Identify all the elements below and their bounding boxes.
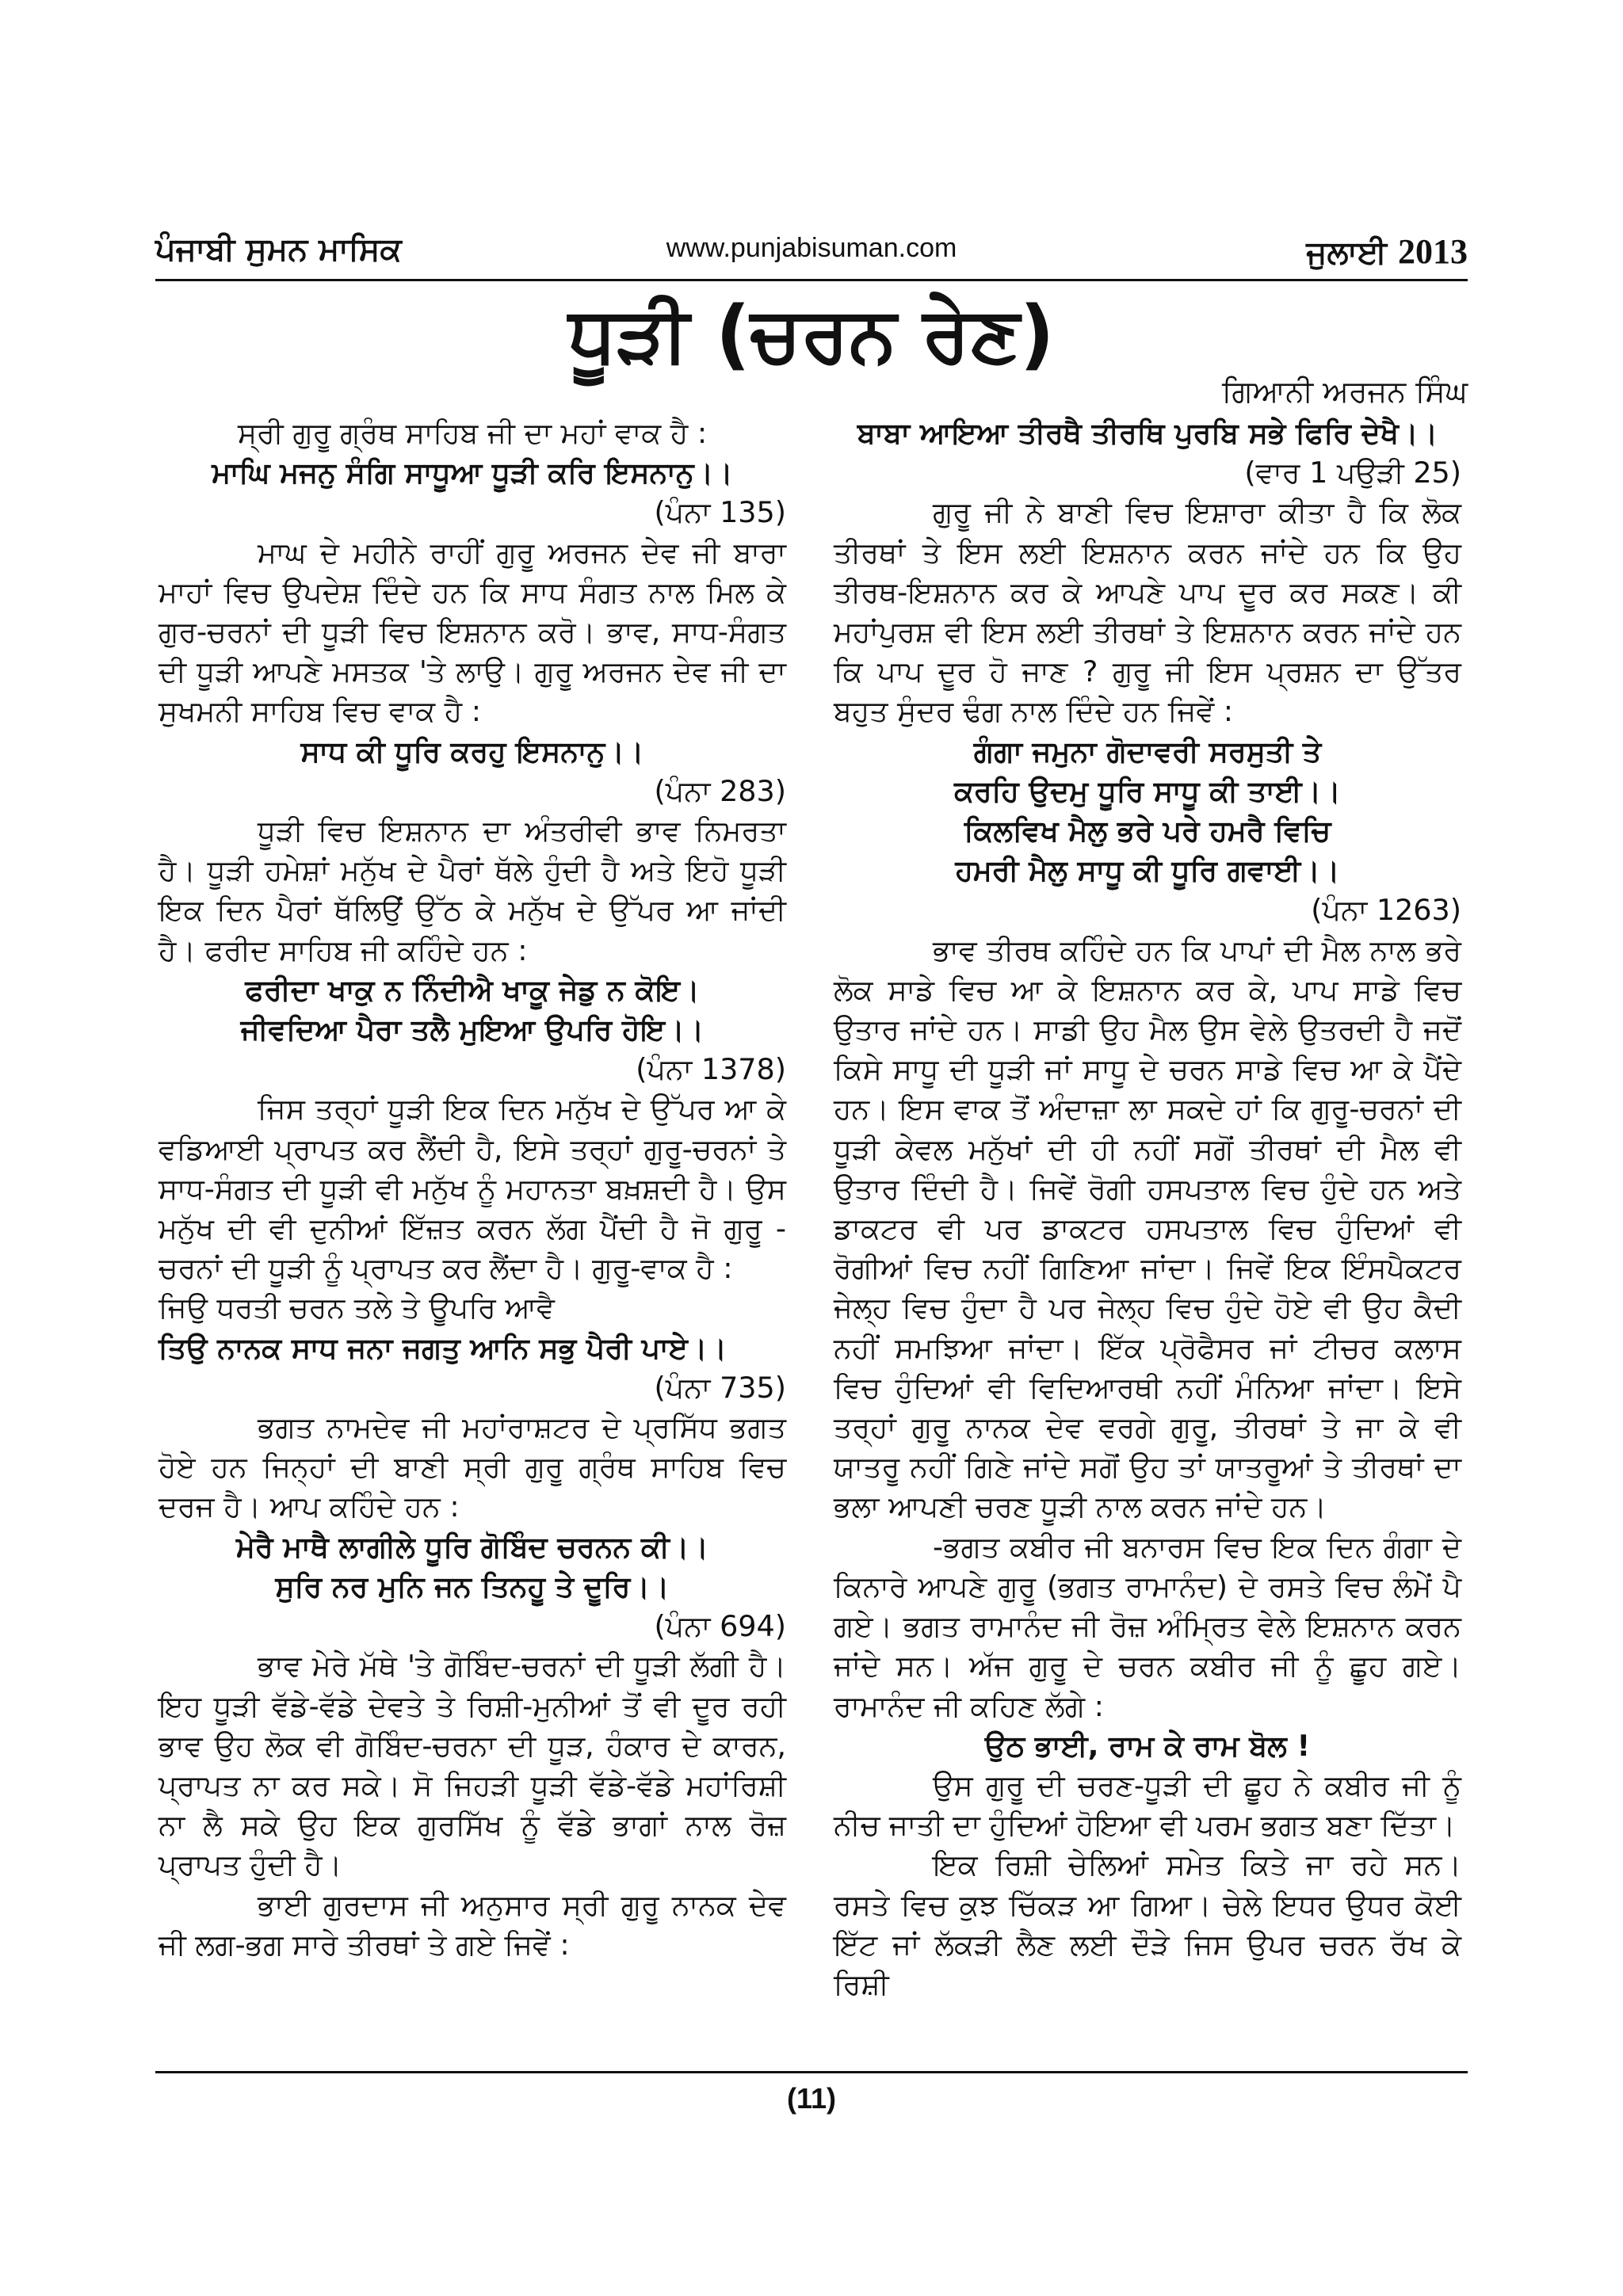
gurbani-verse: ਹਮਰੀ ਮੈਲੁ ਸਾਧੂ ਕੀ ਧੂਰਿ ਗਵਾਈ।। [955,853,1340,888]
gurbani-verse: ਬਾਬਾ ਆਇਆ ਤੀਰਥੈ ਤੀਰਥਿ ਪੁਰਬਿ ਸਭੇ ਫਿਰਿ ਦੇਖੈ।। [857,416,1438,450]
issue-year: 2013 [1398,232,1468,271]
body-paragraph: ਭਾਵ ਤੀਰਥ ਕਹਿੰਦੇ ਹਨ ਕਿ ਪਾਪਾਂ ਦੀ ਮੈਲ ਨਾਲ ਭਰੇ ਲੋਕ ਸਾਡੇ ਵਿਚ ਆ ਕੇ ਇਸ਼ਨਾਨ ਕਰ ਕੇ, ਪਾਪ ਸਾਡੇ ਵਿਚ ਉਤਾਰ ਜਾਂਦੇ ਹਨ। ਸਾਡੀ ਉਹ ਮੈਲ ਉਸ ਵੇਲੇ ਉਤਰਦੀ ਹੈ ਜਦੋਂ ਕਿਸੇ ਸਾਧੂ ਦੀ ਧੂੜੀ ਜਾਂ ਸਾਧੂ ਦੇ ਚਰਨ ਸਾਡੇ ਵਿਚ ਆ ਕੇ ਪੈਂਦੇ ਹਨ। ਇਸ ਵਾਕ ਤੋਂ ਅੰਦਾਜ਼ਾ ਲਾ ਸਕਦੇ ਹਾਂ ਕਿ ਗੁਰੂ-ਚਰਨਾਂ ਦੀ ਧੂੜੀ ਕੇਵਲ ਮਨੁੱਖਾਂ ਦੀ ਹੀ ਨਹੀਂ ਸਗੋਂ ਤੀਰਥਾਂ ਦੀ ਮੈਲ ਵੀ ਉਤਾਰ ਦਿੰਦੀ ਹੈ। ਜਿਵੇਂ ਰੋਗੀ ਹਸਪਤਾਲ ਵਿਚ ਹੁੰਦੇ ਹਨ ਅਤੇ ਡਾਕਟਰ ਵੀ ਪਰ ਡਾਕਟਰ ਹਸਪਤਾਲ ਵਿਚ ਹੁੰਦਿਆਂ ਵੀ ਰੋਗੀਆਂ ਵਿਚ ਨਹੀਂ ਗਿਣਿਆ ਜਾਂਦਾ। ਜਿਵੇਂ ਇਕ ਇੰਸਪੈਕਟਰ ਜੇਲ੍ਹ ਵਿਚ ਹੁੰਦਾ ਹੈ ਪਰ ਜੇਲ੍ਹ ਵਿਚ ਹੁੰਦੇ ਹੋਏ ਵੀ ਉਹ ਕੈਦੀ ਨਹੀਂ ਸਮਝਿਆ ਜਾਂਦਾ। ਇੱਕ ਪ੍ਰੋਫੈਸਰ ਜਾਂ ਟੀਚਰ ਕਲਾਸ ਵਿਚ ਹੁੰਦਿਆਂ ਵੀ ਵਿਦਿਆਰਥੀ ਨਹੀਂ ਮੰਨਿਆ ਜਾਂਦਾ। ਇਸੇ ਤਰ੍ਹਾਂ ਗੁਰੂ ਨਾਨਕ ਦੇਵ ਵਰਗੇ ਗੁਰੂ, ਤੀਰਥਾਂ ਤੇ ਜਾ ਕੇ ਵੀ ਯਾਤਰੂ ਨਹੀਂ ਗਿਣੇ ਜਾਂਦੇ ਸਗੋਂ ਉਹ ਤਾਂ ਯਾਤਰੂਆਂ ਤੇ ਤੀਰਥਾਂ ਦਾ ਭਲਾ ਆਪਣੀ ਚਰਣ ਧੂੜੀ ਨਾਲ ਕਰਨ ਜਾਂਦੇ ਹਨ। [834,933,1461,1524]
article-author: ਗਿਆਨੀ ਅਰਜਨ ਸਿੰਘ [1222,374,1468,409]
page-reference: (ਪੰਨਾ 283) [654,773,786,808]
body-paragraph: ਇਕ ਰਿਸ਼ੀ ਚੇਲਿਆਂ ਸਮੇਤ ਕਿਤੇ ਜਾ ਰਹੇ ਸਨ। ਰਸਤੇ ਵਿਚ ਕੁਝ ਚਿੱਕੜ ਆ ਗਿਆ। ਚੇਲੇ ਇਧਰ ਉਧਰ ਕੋਈ ਇੱਟ ਜਾਂ ਲੱਕੜੀ ਲੈਣ ਲਈ ਦੌੜੇ ਜਿਸ ਉਪਰ ਚਰਨ ਰੱਖ ਕੇ ਰਿਸ਼ੀ [834,1848,1461,2001]
gurbani-verse: ਸਾਧ ਕੀ ਧੂਰਿ ਕਰਹੁ ਇਸਨਾਨੁ।। [300,734,644,769]
page-header [155,227,1468,277]
body-paragraph: ਭਾਈ ਗੁਰਦਾਸ ਜੀ ਅਨੁਸਾਰ ਸ੍ਰੀ ਗੁਰੂ ਨਾਨਕ ਦੇਵ ਜੀ ਲਗ-ਭਗ ਸਾਰੇ ਤੀਰਥਾਂ ਤੇ ਗਏ ਜਿਵੇਂ : [158,1887,786,1962]
gurbani-verse: ਤਿਉ ਨਾਨਕ ਸਾਧ ਜਨਾ ਜਗਤੁ ਆਨਿ ਸਭੁ ਪੈਰੀ ਪਾਏ।। [158,1330,727,1365]
body-paragraph: -ਭਗਤ ਕਬੀਰ ਜੀ ਬਨਾਰਸ ਵਿਚ ਇਕ ਦਿਨ ਗੰਗਾ ਦੇ ਕਿਨਾਰੇ ਆਪਣੇ ਗੁਰੂ (ਭਗਤ ਰਾਮਾਨੰਦ) ਦੇ ਰਸਤੇ ਵਿਚ ਲੰਮੇਂ ਪੈ ਗਏ। ਭਗਤ ਰਾਮਾਨੰਦ ਜੀ ਰੋਜ਼ ਅੰਮ੍ਰਿਤ ਵੇਲੇ ਇਸ਼ਨਾਨ ਕਰਨ ਜਾਂਦੇ ਸਨ। ਅੱਜ ਗੁਰੂ ਦੇ ਚਰਨ ਕਬੀਰ ਜੀ ਨੂੰ ਛੂਹ ਗਏ। ਰਾਮਾਨੰਦ ਜੀ ਕਹਿਣ ਲੱਗੇ : [834,1529,1461,1723]
website-url: www.punjabisuman.com [666,233,957,263]
body-paragraph: ਧੂੜੀ ਵਿਚ ਇਸ਼ਨਾਨ ਦਾ ਅੰਤਰੀਵੀ ਭਾਵ ਨਿਮਰਤਾ ਹੈ। ਧੂੜੀ ਹਮੇਸ਼ਾਂ ਮਨੁੱਖ ਦੇ ਪੈਰਾਂ ਥੱਲੇ ਹੁੰਦੀ ਹੈ ਅਤੇ ਇਹੋ ਧੂੜੀ ਇਕ ਦਿਨ ਪੈਰਾਂ ਥੱਲਿਉਂ ਉੱਠ ਕੇ ਮਨੁੱਖ ਦੇ ਉੱਪਰ ਆ ਜਾਂਦੀ ਹੈ। ਫਰੀਦ ਸਾਹਿਬ ਜੀ ਕਹਿੰਦੇ ਹਨ : [158,814,786,967]
right-column [834,414,1461,2004]
gurbani-verse: ਸੁਰਿ ਨਰ ਮੁਨਿ ਜਨ ਤਿਨਹੂ ਤੇ ਦੂਰਿ।। [275,1569,670,1604]
gurbani-verse: ਜੀਵਦਿਆ ਪੈਰਾ ਤਲੈ ਮੁਇਆ ਉਪਰਿ ਹੋਇ।। [240,1013,705,1047]
body-paragraph: ਗੁਰੂ ਜੀ ਨੇ ਬਾਣੀ ਵਿਚ ਇਸ਼ਾਰਾ ਕੀਤਾ ਹੈ ਕਿ ਲੋਕ ਤੀਰਥਾਂ ਤੇ ਇਸ ਲਈ ਇਸ਼ਨਾਨ ਕਰਨ ਜਾਂਦੇ ਹਨ ਕਿ ਉਹ ਤੀਰਥ-ਇਸ਼ਨਾਨ ਕਰ ਕੇ ਆਪਣੇ ਪਾਪ ਦੂਰ ਕਰ ਸਕਣ। ਕੀ ਮਹਾਂਪੁਰਸ਼ ਵੀ ਇਸ ਲਈ ਤੀਰਥਾਂ ਤੇ ਇਸ਼ਨਾਨ ਕਰਨ ਜਾਂਦੇ ਹਨ ਕਿ ਪਾਪ ਦੂਰ ਹੋ ਜਾਣ ? ਗੁਰੂ ਜੀ ਇਸ ਪ੍ਰਸ਼ਨ ਦਾ ਉੱਤਰ ਬਹੁਤ ਸੁੰਦਰ ਢੰਗ ਨਾਲ ਦਿੰਦੇ ਹਨ ਜਿਵੇਂ : [834,495,1461,729]
gurbani-verse: ਉਠ ਭਾਈ, ਰਾਮ ਕੇ ਰਾਮ ਬੋਲ ! [984,1728,1311,1763]
magazine-name: ਪੰਜਾਬੀ ਸੁਮਨ ਮਾਸਿਕ [155,231,402,268]
gurbani-verse: ਮੇਰੈ ਮਾਥੈ ਲਾਗੀਲੇ ਧੂਰਿ ਗੋਬਿੰਦ ਚਰਨਨ ਕੀ।। [235,1529,709,1564]
body-paragraph: ਮਾਘ ਦੇ ਮਹੀਨੇ ਰਾਹੀਂ ਗੁਰੂ ਅਰਜਨ ਦੇਵ ਜੀ ਬਾਰਾ ਮਾਹਾਂ ਵਿਚ ਉਪਦੇਸ਼ ਦਿੰਦੇ ਹਨ ਕਿ ਸਾਧ ਸੰਗਤ ਨਾਲ ਮਿਲ ਕੇ ਗੁਰ-ਚਰਨਾਂ ਦੀ ਧੂੜੀ ਵਿਚ ਇਸ਼ਨਾਨ ਕਰੋ। ਭਾਵ, ਸਾਧ-ਸੰਗਤ ਦੀ ਧੂੜੀ ਆਪਣੇ ਮਸਤਕ 'ਤੇ ਲਾਉ। ਗੁਰੂ ਅਰਜਨ ਦੇਵ ਜੀ ਦਾ ਸੁਖਮਨੀ ਸਾਹਿਬ ਵਿਚ ਵਾਕ ਹੈ : [158,535,786,729]
page-reference: (ਪੰਨਾ 1378) [636,1052,786,1087]
issue-date [1306,231,1468,272]
body-paragraph: ਜਿਸ ਤਰ੍ਹਾਂ ਧੂੜੀ ਇਕ ਦਿਨ ਮਨੁੱਖ ਦੇ ਉੱਪਰ ਆ ਕੇ ਵਡਿਆਈ ਪ੍ਰਾਪਤ ਕਰ ਲੈਂਦੀ ਹੈ, ਇਸੇ ਤਰ੍ਹਾਂ ਗੁਰੂ-ਚਰਨਾਂ ਤੇ ਸਾਧ-ਸੰਗਤ ਦੀ ਧੂੜੀ ਵੀ ਮਨੁੱਖ ਨੂੰ ਮਹਾਨਤਾ ਬਖ਼ਸ਼ਦੀ ਹੈ। ਉਸ ਮਨੁੱਖ ਦੀ ਵੀ ਦੁਨੀਆਂ ਇੱਜ਼ਤ ਕਰਨ ਲੱਗ ਪੈਂਦੀ ਹੈ ਜੋ ਗੁਰੂ - ਚਰਨਾਂ ਦੀ ਧੂੜੀ ਨੂੰ ਪ੍ਰਾਪਤ ਕਰ ਲੈਂਦਾ ਹੈ। ਗੁਰੂ-ਵਾਕ ਹੈ : [158,1092,786,1286]
body-paragraph: ਭਗਤ ਨਾਮਦੇਵ ਜੀ ਮਹਾਂਰਾਸ਼ਟਰ ਦੇ ਪ੍ਰਸਿੱਧ ਭਗਤ ਹੋਏ ਹਨ ਜਿਨ੍ਹਾਂ ਦੀ ਬਾਣੀ ਸ੍ਰੀ ਗੁਰੂ ਗ੍ਰੰਥ ਸਾਹਿਬ ਵਿਚ ਦਰਜ ਹੈ। ਆਪ ਕਹਿੰਦੇ ਹਨ : [158,1410,786,1524]
page-reference: (ਪੰਨਾ 1263) [1311,893,1461,928]
body-paragraph: ਉਸ ਗੁਰੂ ਦੀ ਚਰਣ-ਧੂੜੀ ਦੀ ਛੂਹ ਨੇ ਕਬੀਰ ਜੀ ਨੂੰ ਨੀਚ ਜਾਤੀ ਦਾ ਹੁੰਦਿਆਂ ਹੋਇਆ ਵੀ ਪਰਮ ਭਗਤ ਬਣਾ ਦਿੱਤਾ। [834,1768,1461,1843]
page-number: (11) [786,2082,837,2115]
header-rule [155,279,1468,281]
gurbani-verse: ਗੰਗਾ ਜਮੁਨਾ ਗੋਦਾਵਰੀ ਸਰਸੁਤੀ ਤੇ [973,734,1322,769]
left-column [158,414,786,1965]
page-reference: (ਵਾਰ 1 ਪਉੜੀ 25) [1244,456,1461,490]
gurbani-verse: ਮਾਘਿ ਮਜਨੁ ਸੰਗਿ ਸਾਧੂਆ ਧੂੜੀ ਕਰਿ ਇਸਨਾਨੁ।। [212,456,733,490]
intro-line: ਸ੍ਰੀ ਗੁਰੂ ਗ੍ਰੰਥ ਸਾਹਿਬ ਜੀ ਦਾ ਮਹਾਂ ਵਾਕ ਹੈ : [237,416,708,450]
gurbani-verse: ਕਿਲਵਿਖ ਮੈਲੁ ਭਰੇ ਪਰੇ ਹਮਰੈ ਵਿਚਿ [964,814,1331,849]
verse-line: ਜਿਉ ਧਰਤੀ ਚਰਨ ਤਲੇ ਤੇ ਊਪਰਿ ਆਵੈ [158,1291,555,1325]
page-reference: (ਪੰਨਾ 135) [654,495,786,530]
page-reference: (ਪੰਨਾ 735) [654,1370,786,1405]
article-title: ਧੂੜੀ (ਚਰਨ ਰੇਣ) [568,290,1055,379]
gurbani-verse: ਕਰਹਿ ਉਦਮੁ ਧੂਰਿ ਸਾਧੂ ਕੀ ਤਾਈ।। [954,773,1341,808]
body-paragraph: ਭਾਵ ਮੇਰੇ ਮੱਥੇ 'ਤੇ ਗੋਬਿੰਦ-ਚਰਨਾਂ ਦੀ ਧੂੜੀ ਲੱਗੀ ਹੈ। ਇਹ ਧੂੜੀ ਵੱਡੇ-ਵੱਡੇ ਦੇਵਤੇ ਤੇ ਰਿਸ਼ੀ-ਮੁਨੀਆਂ ਤੋਂ ਵੀ ਦੂਰ ਰਹੀ ਭਾਵ ਉਹ ਲੋਕ ਵੀ ਗੋਬਿੰਦ-ਚਰਨਾ ਦੀ ਧੂੜ, ਹੰਕਾਰ ਦੇ ਕਾਰਨ, ਪ੍ਰਾਪਤ ਨਾ ਕਰ ਸਕੇ। ਸੋ ਜਿਹੜੀ ਧੂੜੀ ਵੱਡੇ-ਵੱਡੇ ਮਹਾਂਰਿਸ਼ੀ ਨਾ ਲੈ ਸਕੇ ਉਹ ਇਕ ਗੁਰਸਿੱਖ ਨੂੰ ਵੱਡੇ ਭਾਗਾਂ ਨਾਲ ਰੋਜ਼ ਪ੍ਰਾਪਤ ਹੁੰਦੀ ਹੈ। [158,1649,786,1882]
footer-rule [155,2071,1468,2073]
issue-month: ਜੁਲਾਈ [1306,235,1388,271]
gurbani-verse: ਫਰੀਦਾ ਖਾਕੁ ਨ ਨਿੰਦੀਐ ਖਾਕੂ ਜੇਡੁ ਨ ਕੋਇ। [245,972,700,1007]
page-reference: (ਪੰਨਾ 694) [654,1609,786,1644]
